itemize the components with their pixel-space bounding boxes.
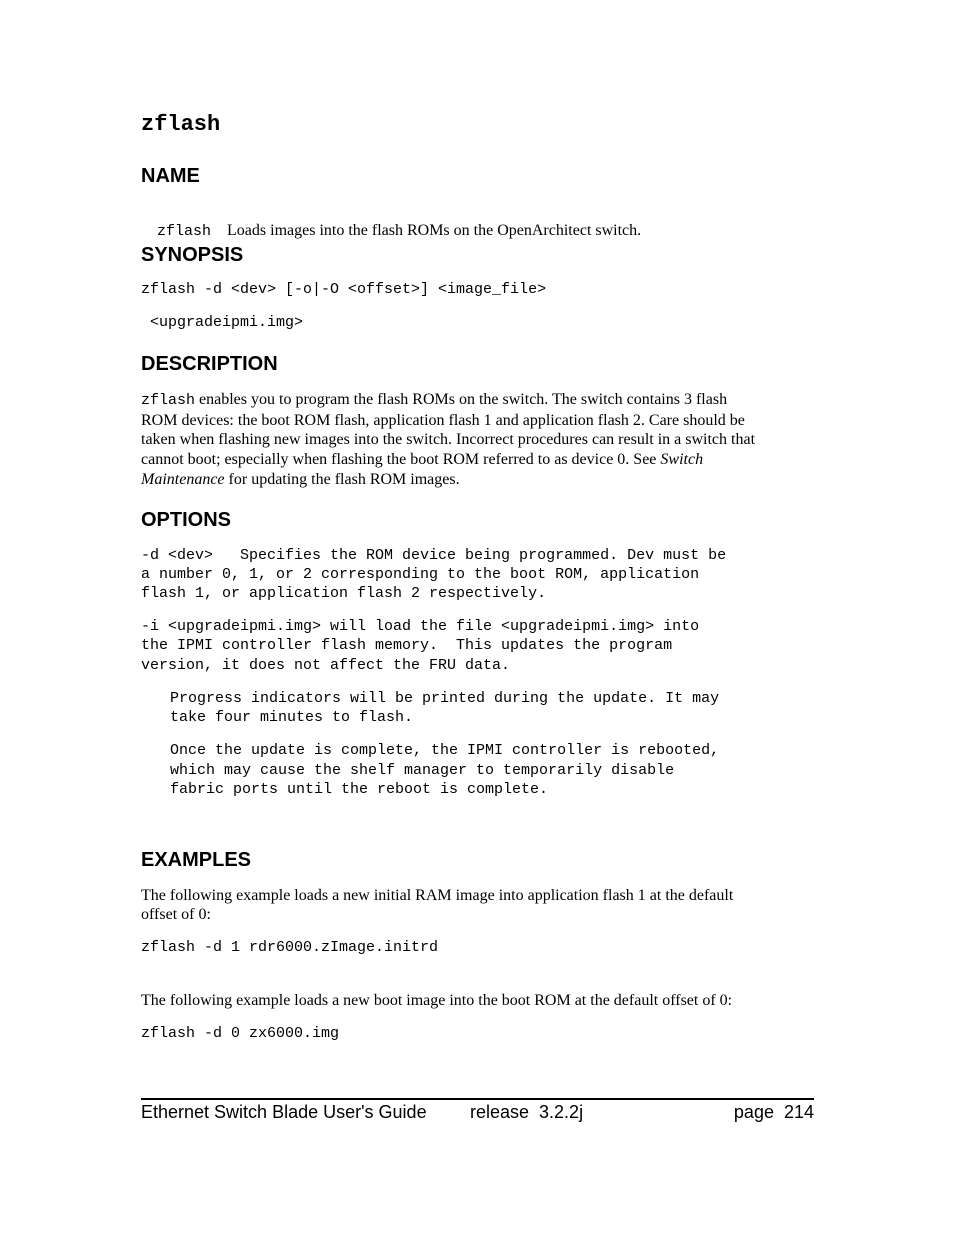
footer-rule <box>141 1098 814 1100</box>
note-reboot-line-2: which may cause the shelf manager to temporarily disable <box>170 762 675 779</box>
description-command: zflash <box>141 392 196 409</box>
switch-maintenance-link-a[interactable]: Switch <box>660 451 704 468</box>
synopsis-line-1: zflash -d <dev> [-o|-O <offset>] <image_file> <box>141 281 547 298</box>
description-line-1 <box>141 390 727 411</box>
option-d-line-1: -d <dev> Specifies the ROM device being programmed. Dev must be <box>141 547 727 564</box>
options-heading: OPTIONS <box>141 509 232 531</box>
name-heading: NAME <box>141 165 200 187</box>
description-line-5 <box>141 470 460 490</box>
switch-maintenance-link-b[interactable]: Maintenance <box>141 471 225 488</box>
example-1-text-2: offset of 0: <box>141 906 211 923</box>
example-1-command: zflash -d 1 rdr6000.zImage.initrd <box>141 939 439 956</box>
option-i-line-2: the IPMI controller flash memory. This updates the program <box>141 637 673 654</box>
synopsis-line-2: <upgradeipmi.img> <box>141 314 304 331</box>
description-heading: DESCRIPTION <box>141 353 278 375</box>
note-progress-line-2: take four minutes to flash. <box>170 709 414 726</box>
description-line-3: taken when flashing new images into the switch. Incorrect procedures can result in a switch that <box>141 431 756 448</box>
name-description: Loads images into the flash ROMs on the OpenArchitect switch. <box>227 222 642 239</box>
synopsis-heading: SYNOPSIS <box>141 244 244 266</box>
option-i-line-3: version, it does not affect the FRU data. <box>141 657 511 674</box>
option-d-line-3: flash 1, or application flash 2 respectively. <box>141 585 547 602</box>
example-2-text: The following example loads a new boot image into the boot ROM at the default offset of 0: <box>141 992 733 1009</box>
option-d-line-2: a number 0, 1, or 2 corresponding to the boot ROM, application <box>141 566 700 583</box>
example-2-command: zflash -d 0 zx6000.img <box>141 1025 340 1042</box>
footer-guide-title: Ethernet Switch Blade User's Guide <box>141 1102 427 1122</box>
option-i-line-1: -i <upgradeipmi.img> will load the file <upgradeipmi.img> into <box>141 618 700 635</box>
document-page <box>141 0 814 1235</box>
description-text-1: enables you to program the flash ROMs on the switch. The switch contains 3 flash <box>195 391 728 408</box>
description-line-4 <box>141 450 703 470</box>
name-command: zflash <box>157 223 212 240</box>
description-line-2: ROM devices: the boot ROM flash, application flash 1 and application flash 2. Care should be <box>141 412 745 429</box>
example-1-text-1: The following example loads a new initial RAM image into application flash 1 at the default <box>141 887 734 904</box>
footer-page-number: page 214 <box>733 1102 814 1122</box>
note-reboot-line-3: fabric ports until the reboot is complete. <box>170 781 549 798</box>
description-text-5: for updating the flash ROM images. <box>224 471 460 488</box>
examples-heading: EXAMPLES <box>141 849 252 871</box>
note-progress-line-1: Progress indicators will be printed during the update. It may <box>170 690 720 707</box>
description-text-4: cannot boot; especially when flashing the boot ROM referred to as device 0. See <box>141 451 661 468</box>
footer-release: release 3.2.2j <box>470 1102 584 1122</box>
note-reboot-line-1: Once the update is complete, the IPMI controller is rebooted, <box>170 742 720 759</box>
page-title: zflash <box>141 112 221 137</box>
